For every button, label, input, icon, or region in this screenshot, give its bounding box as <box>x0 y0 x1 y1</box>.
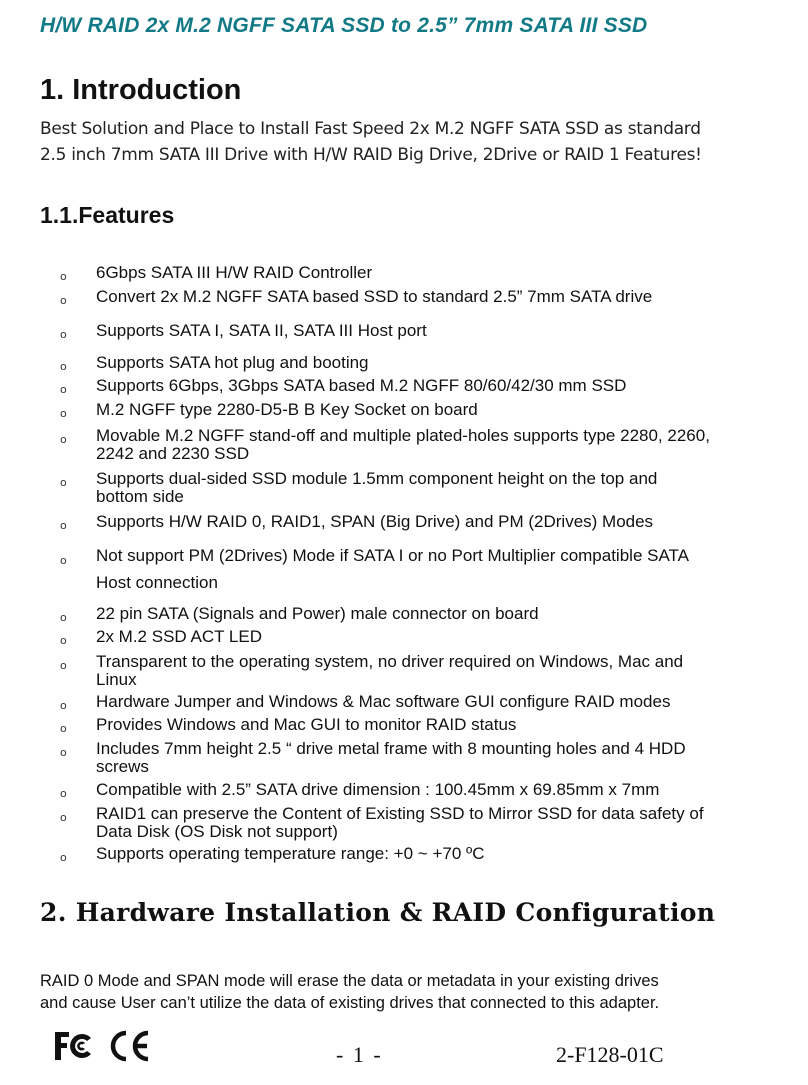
feature-text: Convert 2x M.2 NGFF SATA based SSD to standard 2.5” 7mm SATA drive <box>96 287 653 306</box>
feature-text: RAID1 can preserve the Content of Existing SSD to Mirror SSD for data safety of <box>96 804 704 823</box>
bullet-icon: o <box>60 851 67 864</box>
bullet-icon: o <box>60 659 67 672</box>
feature-text: 6Gbps SATA III H/W RAID Controller <box>96 263 373 282</box>
bullet-icon: o <box>60 699 67 712</box>
warning-line: RAID 0 Mode and SPAN mode will erase the data or metadata in your existing drives <box>40 972 659 990</box>
bullet-icon: o <box>60 407 67 420</box>
fcc-logo-icon <box>52 1028 96 1064</box>
feature-text: Linux <box>96 670 137 689</box>
feature-text: Not support PM (2Drives) Mode if SATA I or no Port Multiplier compatible SATA <box>96 546 689 565</box>
bullet-icon: o <box>60 519 67 532</box>
features-heading: 1.1.Features <box>40 202 175 228</box>
bullet-icon: o <box>60 328 67 341</box>
feature-text: Movable M.2 NGFF stand-off and multiple plated-holes supports type 2280, 2260, <box>96 426 710 445</box>
feature-text: bottom side <box>96 487 184 506</box>
feature-text: 2x M.2 SSD ACT LED <box>96 627 262 646</box>
bullet-icon: o <box>60 787 67 800</box>
feature-text: 22 pin SATA (Signals and Power) male connector on board <box>96 604 539 623</box>
feature-text: Supports operating temperature range: +0 ~ +70 ºC <box>96 844 485 863</box>
bullet-icon: o <box>60 383 67 396</box>
feature-text: Includes 7mm height 2.5 “ drive metal frame with 8 mounting holes and 4 HDD <box>96 739 686 758</box>
bullet-icon: o <box>60 746 67 759</box>
document-code: 2-F128-01C <box>556 1042 664 1067</box>
page-number: - 1 - <box>336 1042 383 1067</box>
ce-logo-icon <box>106 1028 152 1064</box>
feature-text: Compatible with 2.5” SATA drive dimension : 100.45mm x 69.85mm x 7mm <box>96 780 660 799</box>
bullet-icon: o <box>60 433 67 446</box>
feature-text: Data Disk (OS Disk not support) <box>96 822 338 841</box>
bullet-icon: o <box>60 722 67 735</box>
hardware-installation-heading: 2. Hardware Installation & RAID Configuration <box>40 898 716 927</box>
bullet-icon: o <box>60 360 67 373</box>
bullet-icon: o <box>60 634 67 647</box>
warning-line: and cause User can’t utilize the data of existing drives that connected to this adapter. <box>40 994 660 1012</box>
feature-text: Supports H/W RAID 0, RAID1, SPAN (Big Drive) and PM (2Drives) Modes <box>96 512 654 531</box>
feature-text: Transparent to the operating system, no driver required on Windows, Mac and <box>96 652 684 671</box>
bullet-icon: o <box>60 554 67 567</box>
feature-text: Provides Windows and Mac GUI to monitor RAID status <box>96 715 517 734</box>
bullet-icon: o <box>60 294 67 307</box>
bullet-icon: o <box>60 476 67 489</box>
introduction-heading: 1. Introduction <box>40 74 242 106</box>
bullet-icon: o <box>60 270 67 283</box>
feature-text: screws <box>96 757 149 776</box>
feature-text: Supports 6Gbps, 3Gbps SATA based M.2 NGFF 80/60/42/30 mm SSD <box>96 376 627 395</box>
bullet-icon: o <box>60 811 67 824</box>
feature-text: M.2 NGFF type 2280-D5-B B Key Socket on board <box>96 400 478 419</box>
feature-text: 2242 and 2230 SSD <box>96 444 250 463</box>
intro-line: 2.5 inch 7mm SATA III Drive with H/W RAID Big Drive, 2Drive or RAID 1 Features! <box>40 145 702 165</box>
intro-line: Best Solution and Place to Install Fast Speed 2x M.2 NGFF SATA SSD as standard <box>40 119 701 139</box>
introduction-paragraph <box>40 116 780 168</box>
feature-text: Supports SATA I, SATA II, SATA III Host port <box>96 321 427 340</box>
feature-text: Supports SATA hot plug and booting <box>96 353 369 372</box>
document-title: H/W RAID 2x M.2 NGFF SATA SSD to 2.5” 7mm SATA III SSD <box>40 14 648 37</box>
bullet-icon: o <box>60 611 67 624</box>
raid-warning-paragraph <box>40 970 780 1014</box>
certification-logos <box>52 1026 152 1066</box>
feature-text: Host connection <box>96 573 218 592</box>
feature-text: Hardware Jumper and Windows & Mac software GUI configure RAID modes <box>96 692 671 711</box>
feature-text: Supports dual-sided SSD module 1.5mm component height on the top and <box>96 469 658 488</box>
